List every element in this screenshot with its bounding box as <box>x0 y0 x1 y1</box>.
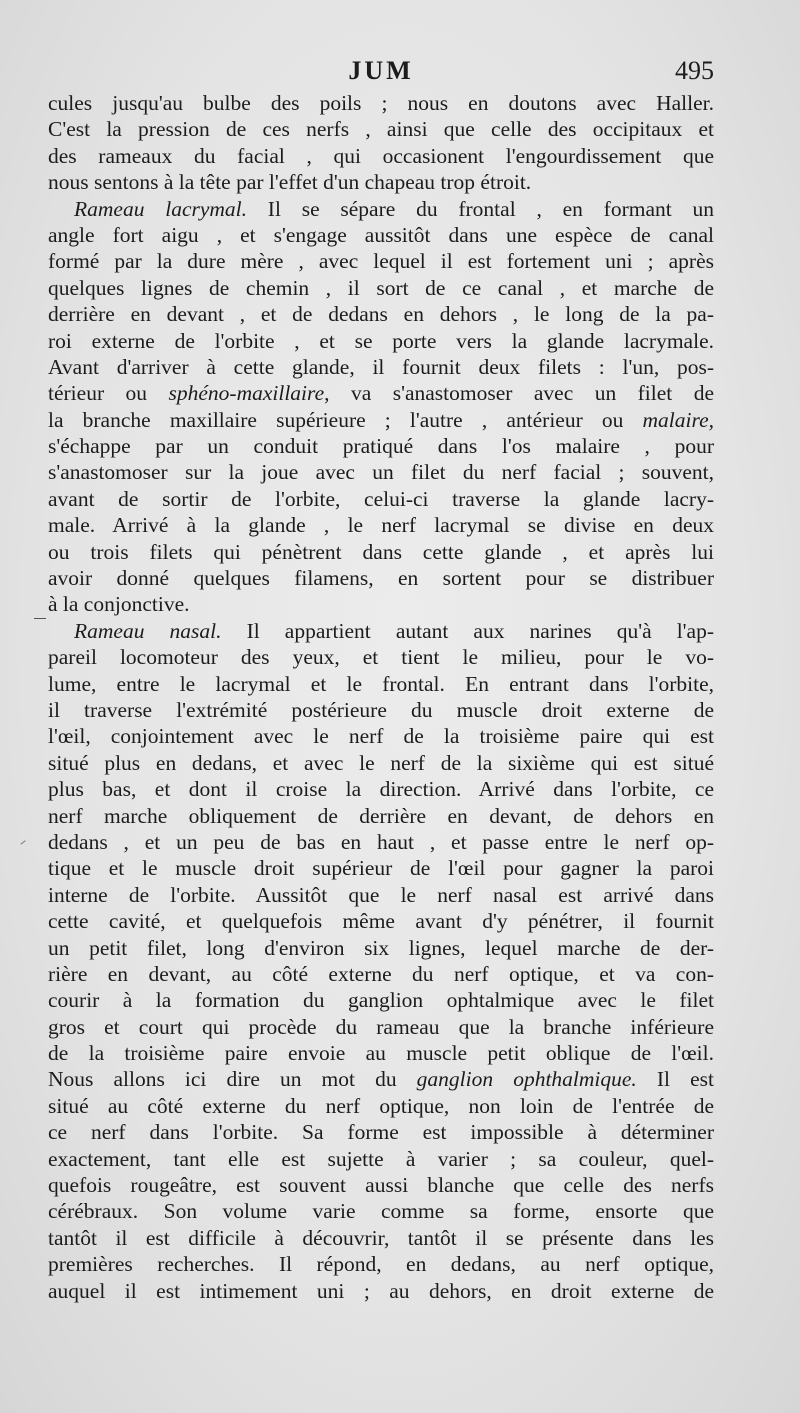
page-number: 495 <box>675 56 714 85</box>
running-head <box>48 56 714 90</box>
margin-mark <box>34 618 46 619</box>
text-line: ce nerf dans l'orbite. Sa forme est impossible à déterminer <box>48 1120 714 1145</box>
text-line: cérébraux. Son volume varie comme sa forme, ensorte que <box>48 1199 714 1224</box>
text-line: angle fort aigu , et s'engage aussitôt dans une espèce de canal <box>48 222 714 247</box>
text-line: Nous allons ici dire un mot du ganglion ophthalmique. Il est <box>48 1067 714 1092</box>
text-line: lume, entre le lacrymal et le frontal. En entrant dans l'orbite, <box>48 671 714 696</box>
italic-phrase: malaire, <box>642 407 714 432</box>
text-line: s'anastomoser sur la joue avec un filet du nerf facial ; souvent, <box>48 460 714 485</box>
text-line: dedans , et un peu de bas en haut , et passe entre le nerf op- <box>48 829 714 854</box>
running-title: JUM <box>348 56 414 85</box>
margin-mark <box>20 840 25 845</box>
text-line: gros et court qui procède du rameau que la branche inférieure <box>48 1014 714 1039</box>
text-line: tantôt il est difficile à découvrir, tantôt il se présente dans les <box>48 1225 714 1250</box>
text-line: des rameaux du facial , qui occasionent l'engourdissement que <box>48 143 714 168</box>
text-line: situé au côté externe du nerf optique, non loin de l'entrée de <box>48 1093 714 1118</box>
text-line: plus bas, et dont il croise la direction. Arrivé dans l'orbite, ce <box>48 777 714 802</box>
text-line: C'est la pression de ces nerfs , ainsi que celle des occipitaux et <box>48 117 714 142</box>
text-line: premières recherches. Il répond, en dedans, au nerf optique, <box>48 1252 714 1277</box>
italic-phrase: Rameau nasal. <box>74 618 222 643</box>
text-line: il traverse l'extrémité postérieure du muscle droit externe de <box>48 697 714 722</box>
text-line: Rameau nasal. Il appartient autant aux narines qu'à l'ap- <box>74 618 715 643</box>
text-line: ou trois filets qui pénètrent dans cette glande , et après lui <box>48 539 714 564</box>
text-line: l'œil, conjointement avec le nerf de la troisième paire qui est <box>48 724 714 749</box>
text-line: s'échappe par un conduit pratiqué dans l'os malaire , pour <box>48 434 714 459</box>
italic-phrase: ganglion ophthalmique. <box>416 1067 637 1092</box>
text-line: avoir donné quelques filamens, en sortent pour se distribuer <box>48 566 714 591</box>
text-line: derrière en devant , et de dedans en dehors , le long de la pa- <box>48 302 714 327</box>
text-line: courir à la formation du ganglion ophtalmique avec le filet <box>48 988 714 1013</box>
text-line: cette cavité, et quelquefois même avant d'y pénétrer, il fournit <box>48 909 714 934</box>
text-line: male. Arrivé à la glande , le nerf lacrymal se divise en deux <box>48 513 714 538</box>
text-line: rière en devant, au côté externe du nerf optique, et va con- <box>48 961 714 986</box>
text-line: nous sentons à la tête par l'effet d'un chapeau trop étroit. <box>48 170 532 195</box>
italic-phrase: sphéno-maxillaire <box>168 381 325 406</box>
text-line: de la troisième paire envoie au muscle petit oblique de l'œil. <box>48 1041 714 1066</box>
text-line: tique et le muscle droit supérieur de l'œil pour gagner la paroi <box>48 856 714 881</box>
text-line: interne de l'orbite. Aussitôt que le nerf nasal est arrivé dans <box>48 882 714 907</box>
text-line: un petit filet, long d'environ six lignes, lequel marche de der- <box>48 935 714 960</box>
text-line: roi externe de l'orbite , et se porte vers la glande lacrymale. <box>48 328 714 353</box>
text-line: situé plus en dedans, et avec le nerf de la sixième qui est situé <box>48 750 714 775</box>
body-text <box>48 90 714 1304</box>
text-line: quefois rougeâtre, est souvent aussi blanche que celle des nerfs <box>48 1173 714 1198</box>
text-line: exactement, tant elle est sujette à varier ; sa couleur, quel- <box>48 1146 714 1171</box>
text-line: nerf marche obliquement de derrière en devant, de dehors en <box>48 803 714 828</box>
text-line: auquel il est intimement uni ; au dehors, en droit externe de <box>48 1278 714 1303</box>
text-line: Rameau lacrymal. Il se sépare du frontal , en formant un <box>74 196 714 221</box>
text-line: la branche maxillaire supérieure ; l'autre , antérieur ou malaire, <box>48 407 714 432</box>
text-line: Avant d'arriver à cette glande, il fournit deux filets : l'un, pos- <box>48 354 714 379</box>
text-line: pareil locomoteur des yeux, et tient le milieu, pour le vo- <box>48 645 714 670</box>
text-line: à la conjonctive. <box>48 592 190 617</box>
text-line: formé par la dure mère , avec lequel il est fortement uni ; après <box>48 249 714 274</box>
text-line: avant de sortir de l'orbite, celui-ci traverse la glande lacry- <box>48 486 714 511</box>
text-line: cules jusqu'au bulbe des poils ; nous en doutons avec Haller. <box>48 91 714 115</box>
text-line: quelques lignes de chemin , il sort de ce canal , et marche de <box>48 275 714 300</box>
text-line: térieur ou sphéno-maxillaire, va s'anastomoser avec un filet de <box>48 381 714 406</box>
italic-phrase: Rameau lacrymal. <box>74 196 248 221</box>
